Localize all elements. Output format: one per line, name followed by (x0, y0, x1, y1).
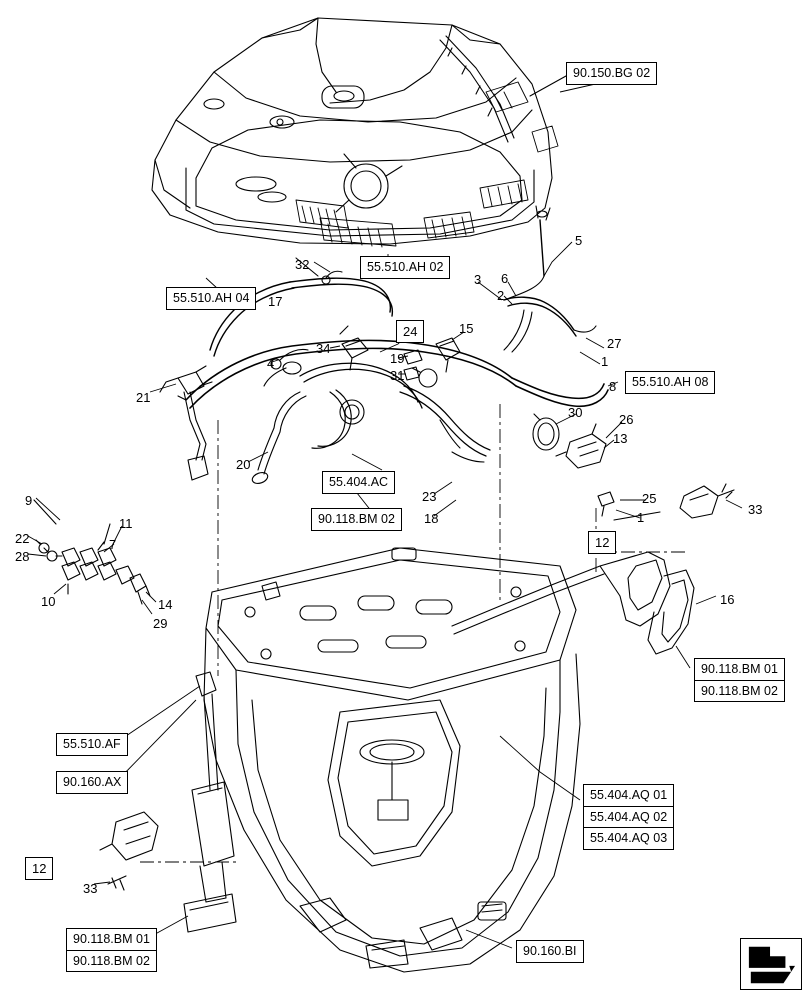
callout-10 (41, 595, 55, 608)
callout-label: 20 (236, 457, 251, 472)
callout-label: 23 (422, 489, 437, 504)
callout-label: 13 (613, 431, 628, 446)
callout-label: 3 (474, 272, 482, 287)
callout-16 (720, 593, 734, 606)
callout-label: 11 (119, 516, 133, 531)
callout-label: 25 (642, 491, 657, 506)
ref-box-55404ac[interactable] (322, 471, 395, 494)
callout-29 (153, 617, 167, 630)
callout-label: 2 (497, 288, 505, 303)
callout-label: 33 (748, 502, 763, 517)
callout-label: 17 (268, 294, 283, 309)
callout-33-bottom (83, 882, 97, 895)
callout-label: 14 (158, 597, 173, 612)
callout-label: 28 (15, 549, 30, 564)
callout-2 (497, 289, 504, 302)
callout-20 (236, 458, 250, 471)
ref-box-55510ah08[interactable] (625, 371, 715, 394)
callout-7 (109, 538, 116, 551)
callout-15 (459, 322, 473, 335)
ref-label: 55.510.AH 08 (632, 375, 709, 389)
callout-6 (501, 272, 508, 285)
ref-label: 90.160.AX (63, 775, 122, 789)
ref-box-55510af[interactable] (56, 733, 128, 756)
callout-4 (267, 357, 274, 370)
callout-18 (424, 512, 438, 525)
boxed-number-label: 12 (595, 535, 610, 550)
ref-label: 90.118.BM 02 (73, 953, 150, 968)
ref-label: 55.510.AH 02 (367, 260, 444, 274)
ref-label: 55.510.AH 04 (173, 291, 250, 305)
callout-label: 26 (619, 412, 634, 427)
callout-label: 18 (424, 511, 439, 526)
callout-23 (422, 490, 436, 503)
callout-9 (25, 494, 32, 507)
callout-27 (607, 337, 621, 350)
callout-label: 34 (316, 341, 331, 356)
callout-label: 33 (83, 881, 98, 896)
callout-28 (15, 550, 29, 563)
callout-label: 15 (459, 321, 474, 336)
ref-label: 90.118.BM 02 (318, 512, 395, 526)
callout-label: 8 (609, 379, 617, 394)
ref-box-90160ax[interactable] (56, 771, 128, 794)
callout-label: 9 (25, 493, 33, 508)
callout-17 (268, 295, 282, 308)
callout-label: 16 (720, 592, 735, 607)
boxed-number-label: 12 (32, 861, 47, 876)
ref-box-90118bm-right[interactable] (694, 658, 785, 702)
callout-label: 29 (153, 616, 168, 631)
ref-box-90160bi[interactable] (516, 940, 584, 963)
callout-13 (613, 432, 627, 445)
ref-box-55404aq[interactable] (583, 784, 674, 850)
ref-label: 55.510.AF (63, 737, 121, 751)
callout-8 (609, 380, 616, 393)
callout-label: 6 (501, 271, 509, 286)
callout-label: 5 (575, 233, 583, 248)
callout-1-lower (637, 511, 644, 524)
ref-box-55510ah04[interactable] (166, 287, 256, 310)
callout-21 (136, 391, 150, 404)
callout-label: 21 (136, 390, 151, 405)
boxed-number-12-right (588, 531, 616, 554)
callout-26 (619, 413, 633, 426)
callout-22 (15, 532, 29, 545)
ref-label: 90.118.BM 01 (695, 659, 784, 681)
callout-25 (642, 492, 656, 505)
ref-box-90118bm-bottom[interactable] (66, 928, 157, 972)
callout-3 (474, 273, 481, 286)
ref-label: 55.404.AQ 01 (584, 785, 673, 807)
ref-label: 55.404.AQ 03 (590, 831, 668, 845)
ref-box-55510ah02[interactable] (360, 256, 450, 279)
callout-label: 7 (109, 537, 117, 552)
ref-label: 90.160.BI (523, 944, 577, 958)
ref-box-90150bg02[interactable] (566, 62, 657, 85)
callout-label: 4 (267, 356, 275, 371)
orientation-arrow-icon (741, 939, 801, 989)
callout-label: 22 (15, 531, 30, 546)
orientation-logo (740, 938, 802, 990)
boxed-number-label: 24 (403, 324, 418, 339)
callout-11 (119, 517, 133, 530)
callout-30 (568, 406, 582, 419)
callout-label: 31 (390, 368, 405, 383)
boxed-number-12-left (25, 857, 53, 880)
ref-label: 90.118.BM 01 (67, 929, 156, 951)
callout-label: 1 (601, 354, 609, 369)
ref-label: 55.404.AC (329, 475, 389, 489)
callout-label: 10 (41, 594, 56, 609)
callout-label: 32 (295, 257, 310, 272)
ref-label: 90.118.BM 02 (701, 683, 778, 698)
callout-label: 27 (607, 336, 622, 351)
ref-label: 90.150.BG 02 (573, 66, 651, 80)
callout-31 (390, 369, 404, 382)
callout-1-upper (601, 355, 608, 368)
callout-14 (158, 598, 172, 611)
callout-34 (316, 342, 330, 355)
callout-19 (390, 352, 404, 365)
callout-label: 1 (637, 510, 645, 525)
boxed-number-24 (396, 320, 424, 343)
callout-label: 30 (568, 405, 583, 420)
ref-box-90118bm02[interactable] (311, 508, 402, 531)
callout-32 (295, 258, 309, 271)
callout-label: 19 (390, 351, 405, 366)
callout-5 (575, 234, 582, 247)
callout-33-right (748, 503, 762, 516)
ref-label: 55.404.AQ 02 (584, 807, 673, 829)
